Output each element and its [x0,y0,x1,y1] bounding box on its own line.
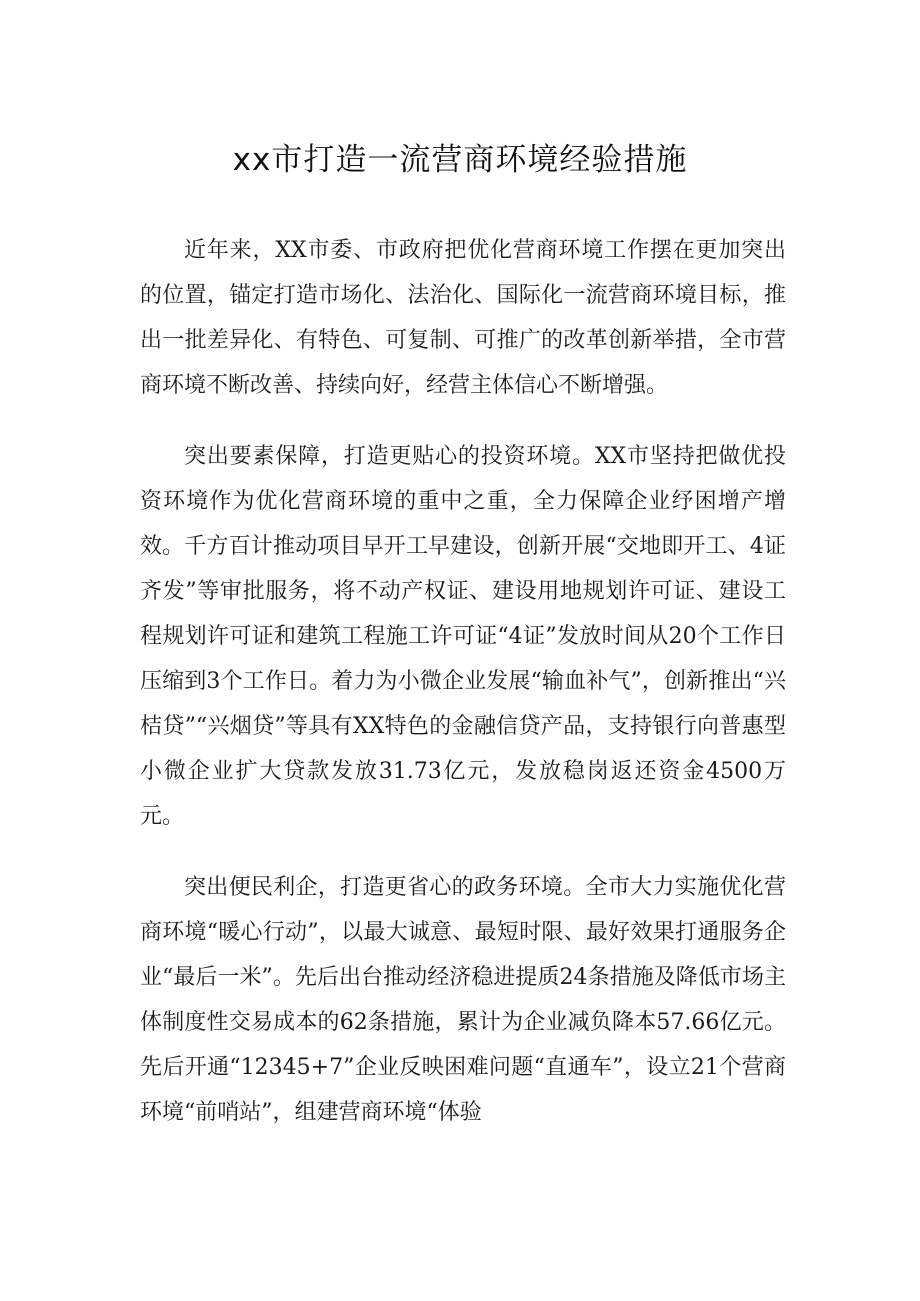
document-title: xx市打造一流营商环境经验措施 [232,142,688,178]
paragraph-government-service: 突出便民利企，打造更省心的政务环境。全市大力实施优化营商环境“暖心行动”，以最大诚意、最短时限、最好效果打通服务企业“最后一米”。先后出台推动经济稳进提质24条措施及降低市场主体制度性交易成本的62条措施，累计为企业减负降本57.66亿元。先后开通“12345+7”企业反映困难问题“直通车”，设立21个营商环境“前哨站”，组建营商环境“体验 [140,875,786,1125]
paragraph-investment-environment: 突出要素保障，打造更贴心的投资环境。XX市坚持把做优投资环境作为优化营商环境的重中之重，全力保障企业纾困增产增效。千方百计推动项目早开工早建设，创新开展“交地即开工、4证齐发”等审批服务，将不动产权证、建设用地规划许可证、建设工程规划许可证和建筑工程施工许可证“4证”发放时间从20个工作日压缩到3个工作日。着力为小微企业发展“输血补气”，创新推出“兴桔贷”“兴烟贷”等具有XX特色的金融信贷产品，支持银行向普惠型小微企业扩大贷款发放31.73亿元，发放稳岗返还资金4500万元。 [140,444,786,829]
paragraph-intro: 近年来，XX市委、市政府把优化营商环境工作摆在更加突出的位置，锚定打造市场化、法治化、国际化一流营商环境目标，推出一批差异化、有特色、可复制、可推广的改革创新举措，全市营商环境不断改善、持续向好，经营主体信心不断增强。 [140,238,786,398]
document-body [140,228,786,1161]
